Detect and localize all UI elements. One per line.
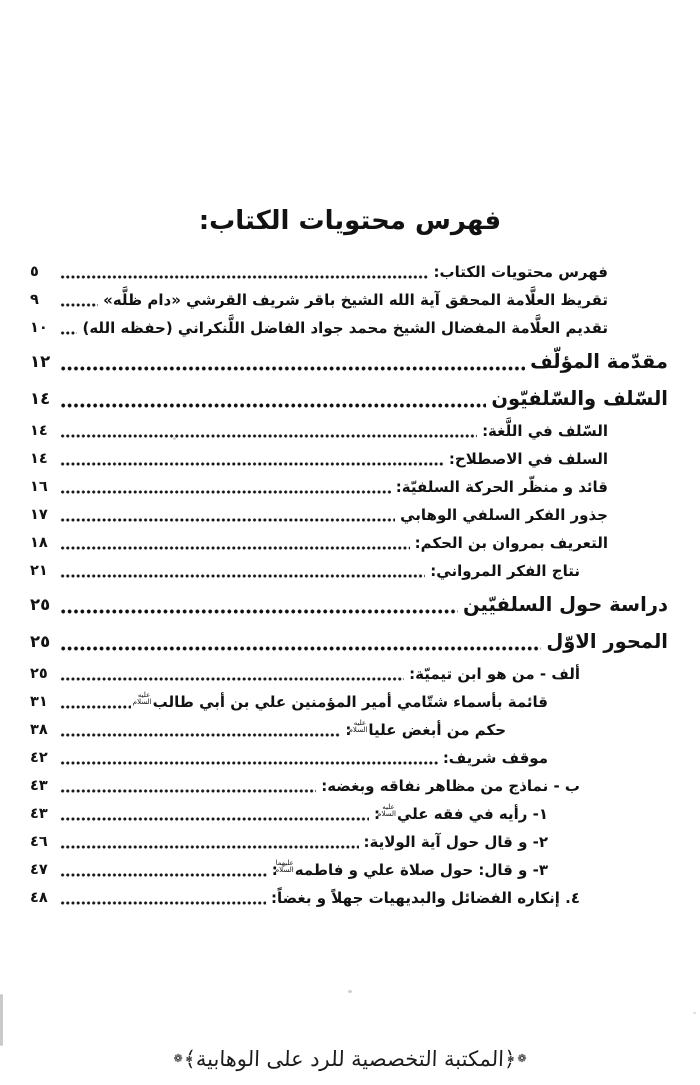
entry-text: السّلف في اللَّغة: [482, 422, 608, 440]
dot-leader [60, 732, 340, 738]
entry-text: ألف - من هو ابن تيميّة: [409, 665, 580, 683]
toc-entry-row [30, 256, 668, 284]
toc-entry [272, 858, 548, 882]
scan-speck [348, 990, 352, 993]
toc-entry-row [30, 623, 668, 657]
dot-leader [60, 573, 425, 579]
page-number: ٤٧ [30, 862, 48, 878]
toc-entry [409, 662, 580, 686]
toc-entry-row [30, 854, 668, 882]
toc-entry [546, 627, 668, 657]
dot-leader [60, 330, 77, 336]
honorific-mark: عليه السلام [348, 718, 368, 734]
page-number: ٣٨ [30, 722, 48, 738]
entry-text: ٤. إنكاره الفضائل والبديهيات جهلاً و بغضاً: [271, 889, 580, 907]
scan-edge-artifact [0, 994, 3, 1046]
toc-entry [132, 690, 548, 714]
toc-entry-row [30, 471, 668, 499]
dot-leader [60, 760, 438, 766]
dot-leader [60, 676, 404, 682]
toc-entry-row [30, 658, 668, 686]
toc-entry [321, 774, 580, 798]
entry-text: نتاج الفكر المرواني: [430, 562, 580, 580]
toc-entry-row [30, 742, 668, 770]
toc-entry-row [30, 714, 668, 742]
toc-entry [430, 559, 580, 583]
page-number: ١٦ [30, 479, 48, 495]
toc-entry [530, 347, 668, 377]
page-number: ٩ [30, 292, 39, 308]
dot-leader [60, 900, 266, 906]
entry-text: جذور الفكر السلفي الوهابي [400, 506, 608, 524]
toc-entry-row [30, 586, 668, 620]
honorific-mark: عليه السلام [132, 690, 152, 706]
toc-entry-row [30, 415, 668, 443]
toc-entry-row [30, 499, 668, 527]
dot-leader [60, 872, 267, 878]
toc-entry-row [30, 343, 668, 377]
toc-entry [364, 830, 548, 854]
toc-entry [374, 802, 548, 826]
toc-entry [103, 288, 608, 312]
toc-entry-row [30, 380, 668, 414]
toc-entry-row [30, 312, 668, 340]
toc-entry [400, 503, 608, 527]
entry-text: فهرس محتويات الكتاب: [433, 263, 608, 281]
toc-entry [415, 531, 608, 555]
entry-text: ٢- و قال حول آية الولاية: [363, 833, 548, 851]
toc-entry-row [30, 798, 668, 826]
entry-text: السّلف والسّلفيّون [491, 387, 668, 410]
dot-leader [60, 365, 525, 372]
entry-suffix: : [271, 861, 278, 879]
page-number: ١٤ [30, 451, 48, 467]
toc-entry [271, 886, 580, 910]
entry-text: مقدّمة المؤلّف [530, 350, 668, 373]
toc-entry-row [30, 527, 668, 555]
entry-text: حكم من أبغض عليا [368, 721, 506, 739]
page-number: ١٧ [30, 507, 48, 523]
toc-list [30, 256, 668, 910]
page-number: ٤٣ [30, 778, 48, 794]
dot-leader [60, 645, 541, 652]
toc-entry-row [30, 443, 668, 471]
dot-leader [60, 704, 131, 710]
dot-leader [60, 545, 410, 551]
toc-entry-row [30, 284, 668, 312]
page-number: ٢٥ [30, 632, 51, 651]
page-number: ١٢ [30, 352, 51, 371]
page-number: ٢٥ [30, 666, 48, 682]
entry-text: قائد و منظّر الحركة السلفيّة: [395, 478, 608, 496]
toc-entry [449, 447, 608, 471]
entry-suffix: : [345, 721, 352, 739]
dot-leader [60, 489, 391, 495]
page-number: ٢١ [30, 563, 48, 579]
toc-entry [396, 475, 608, 499]
entry-text: ١- رأيه في فقه علي [396, 805, 548, 823]
dot-leader [60, 517, 395, 523]
page-number: ٢٥ [30, 595, 51, 614]
toc-entry [434, 260, 609, 284]
scan-speck [173, 437, 176, 440]
honorific-mark: عليهما السلام [274, 858, 294, 874]
toc-title: فهرس محتويات الكتاب: [198, 206, 502, 236]
toc-entry-row [30, 555, 668, 583]
toc-entry-row [30, 826, 668, 854]
toc-entry [463, 590, 668, 620]
entry-suffix: : [373, 805, 380, 823]
entry-text: تقديم العلَّامة المفضال الشيخ محمد جواد الفاضل اللَّنكراني (حفظه الله) [82, 319, 608, 337]
dot-leader [60, 302, 98, 308]
toc-entry-row [30, 686, 668, 714]
entry-text: السلف في الاصطلاح: [448, 450, 608, 468]
dot-leader [60, 274, 429, 280]
dot-leader [60, 788, 316, 794]
flower-ornament-icon: ❁ [173, 1052, 183, 1065]
dot-leader [60, 816, 369, 822]
dot-leader [60, 608, 458, 615]
page-number: ٤٢ [30, 750, 48, 766]
page-number: ١٤ [30, 423, 48, 439]
toc-entry-row [30, 882, 668, 910]
dot-leader [60, 844, 359, 850]
entry-text: ب - نماذج من مظاهر نفاقه وبغضه: [321, 777, 580, 795]
dot-leader [60, 433, 477, 439]
entry-text: ٣- و قال: حول صلاة علي و فاطمه [294, 861, 548, 879]
page-number: ١٠ [30, 320, 48, 336]
entry-text: المحور الاوّل [546, 630, 668, 653]
toc-entry [443, 746, 548, 770]
page-number: ٣١ [30, 694, 48, 710]
toc-entry [482, 419, 608, 443]
entry-text: موقف شريف: [442, 749, 548, 767]
scan-speck [693, 1012, 696, 1014]
page-number: ٥ [30, 264, 39, 280]
page-number: ٤٨ [30, 890, 48, 906]
entry-text: التعريف بمروان بن الحكم: [414, 534, 608, 552]
entry-text: قائمة بأسماء شتّامي أمير المؤمنين علي بن أبي طالب [152, 693, 548, 711]
toc-entry [345, 718, 506, 742]
page-number: ١٨ [30, 535, 48, 551]
dot-leader [60, 402, 486, 409]
publisher-footer [0, 1047, 700, 1071]
toc-entry [82, 316, 608, 340]
toc-entry [491, 384, 668, 414]
publisher-footer-text: ﴿المكتبة التخصصية للرد على الوهابية﴾ [183, 1047, 517, 1071]
dot-leader [60, 461, 444, 467]
page-number: ١٤ [30, 389, 51, 408]
page-number: ٤٦ [30, 834, 48, 850]
entry-text: دراسة حول السلفيّين [462, 593, 668, 616]
entry-text: تقريظ العلَّامة المحقق آية الله الشيخ باقر شريف القرشي «دام ظلَّه» [103, 291, 608, 309]
honorific-mark: عليه السلام [377, 802, 396, 818]
toc-entry-row [30, 770, 668, 798]
page-number: ٤٣ [30, 806, 48, 822]
flower-ornament-icon: ❁ [517, 1052, 527, 1065]
